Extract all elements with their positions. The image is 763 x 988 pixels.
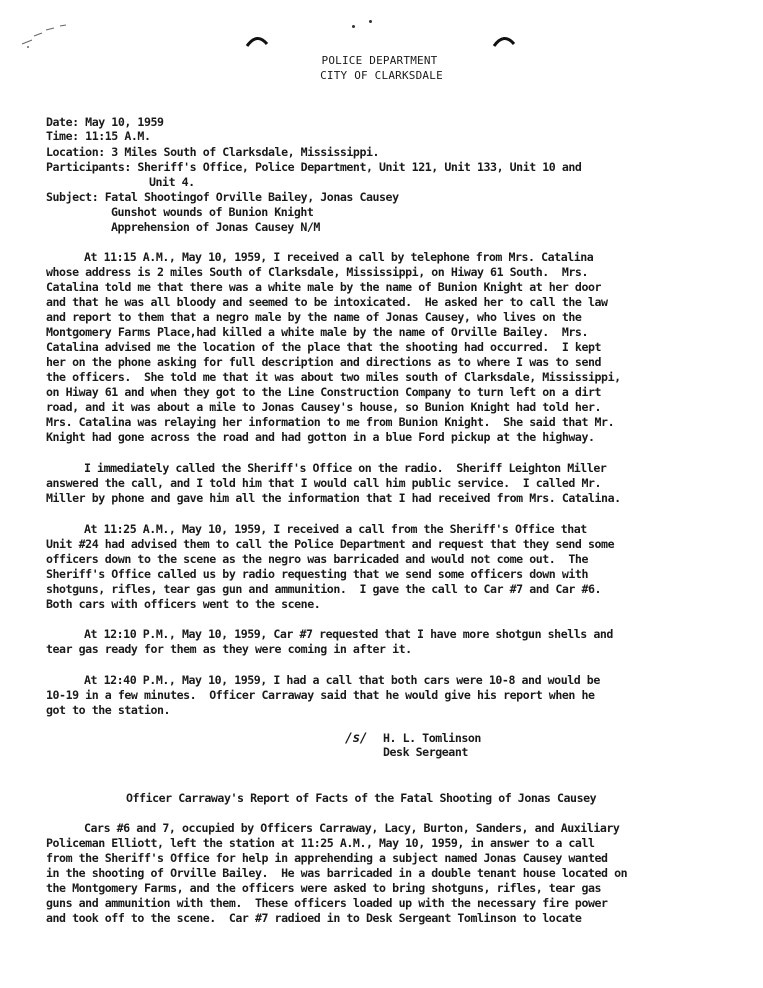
paragraph-1-line: Montgomery Farms Place,had killed a white male by the name of Orville Bailey. Mrs. bbox=[46, 325, 588, 339]
paragraph-6-line: and took off to the scene. Car #7 radioed in to Desk Sergeant Tomlinson to locate bbox=[46, 911, 582, 925]
paragraph-1-line: the officers. She told me that it was about two miles south of Clarksdale, Mississippi, bbox=[46, 370, 621, 384]
paragraph-2-line: answered the call, and I told him that I would call him public service. I called Mr. bbox=[46, 476, 602, 490]
report-participants-cont: Unit 4. bbox=[149, 175, 195, 189]
paragraph-1-line: road, and it was about a mile to Jonas Causey's house, so Bunion Knight had told her. bbox=[46, 400, 602, 414]
paragraph-6-line: guns and ammunition with them. These officers loaded up with the necessary fire power bbox=[46, 896, 608, 910]
paragraph-1-line: and that he was all bloody and seemed to be intoxicated. He asked her to call the law bbox=[46, 295, 608, 309]
paragraph-1-line: Mrs. Catalina was relaying her information to me from Bunion Knight. She said that Mr. bbox=[46, 415, 615, 429]
paragraph-1-line: Catalina told me that there was a white male by the name of Bunion Knight at her door bbox=[46, 280, 602, 294]
department-header: POLICE DEPARTMENT bbox=[321, 54, 438, 67]
signature-title: Desk Sergeant bbox=[383, 745, 468, 759]
report-participants: Participants: Sheriff's Office, Police Department, Unit 121, Unit 133, Unit 10 and bbox=[46, 160, 582, 174]
paragraph-3-line: Both cars with officers went to the scene. bbox=[46, 597, 321, 611]
paragraph-2-line: I immediately called the Sheriff's Office on the radio. Sheriff Leighton Miller bbox=[84, 461, 607, 475]
paragraph-1-line: Knight had gone across the road and had gotton in a blue Ford pickup at the highway. bbox=[46, 430, 595, 444]
paragraph-2-line: Miller by phone and gave him all the information that I had received from Mrs. Catalina. bbox=[46, 491, 621, 505]
report-subject-line2: Gunshot wounds of Bunion Knight bbox=[111, 205, 314, 219]
paragraph-4-line: tear gas ready for them as they were coming in after it. bbox=[46, 642, 412, 656]
paragraph-3-line: officers down to the scene as the negro was barricaded and would not come out. The bbox=[46, 552, 588, 566]
report-subject: Subject: Fatal Shootingof Orville Bailey, Jonas Causey bbox=[46, 190, 399, 204]
paragraph-5-line: At 12:40 P.M., May 10, 1959, I had a call that both cars were 10-8 and would be bbox=[84, 673, 600, 687]
paragraph-6-line: from the Sheriff's Office for help in apprehending a subject named Jonas Causey wanted bbox=[46, 851, 608, 865]
paragraph-1-line: Catalina advised me the location of the place that the shooting had occurred. I kept bbox=[46, 340, 602, 354]
paragraph-3-line: At 11:25 A.M., May 10, 1959, I received a call from the Sheriff's Office that bbox=[84, 522, 587, 536]
report-subject-line3: Apprehension of Jonas Causey N/M bbox=[111, 220, 320, 234]
paragraph-5-line: got to the station. bbox=[46, 703, 171, 717]
speck bbox=[369, 20, 372, 23]
paragraph-1-line: on Hiway 61 and when they got to the Line Construction Company to turn left on a dirt bbox=[46, 385, 602, 399]
city-header: CITY OF CLARKSDALE bbox=[320, 69, 443, 82]
paragraph-6-line: in the shooting of Orville Bailey. He was barricaded in a double tenant house located on bbox=[46, 866, 628, 880]
paragraph-6-line: the Montgomery Farms, and the officers were asked to bring shotguns, rifles, tear gas bbox=[46, 881, 602, 895]
signature-mark: /s/ bbox=[345, 731, 368, 746]
paragraph-5-line: 10-19 in a few minutes. Officer Carraway said that he would give his report when he bbox=[46, 688, 595, 702]
paragraph-1-line: her on the phone asking for full description and directions as to where I was to send bbox=[46, 355, 602, 369]
paragraph-4-line: At 12:10 P.M., May 10, 1959, Car #7 requested that I have more shotgun shells and bbox=[84, 627, 613, 641]
paragraph-3-line: Sheriff's Office called us by radio requesting that we send some officers down with bbox=[46, 567, 588, 581]
paragraph-3-line: shotguns, rifles, tear gas gun and ammunition. I gave the call to Car #7 and Car #6. bbox=[46, 582, 602, 596]
paragraph-6-line: Cars #6 and 7, occupied by Officers Carraway, Lacy, Burton, Sanders, and Auxiliary bbox=[84, 821, 620, 835]
paragraph-6-line: Policeman Elliott, left the station at 11:25 A.M., May 10, 1959, in answer to a call bbox=[46, 836, 595, 850]
paragraph-1-line: and report to them that a negro male by the name of Jonas Causey, who lives on the bbox=[46, 310, 582, 324]
report-location: Location: 3 Miles South of Clarksdale, Mississippi. bbox=[46, 145, 380, 159]
paragraph-3-line: Unit #24 had advised them to call the Police Department and request that they send some bbox=[46, 537, 615, 551]
binder-hole-mark-right bbox=[492, 34, 516, 48]
report-time: Time: 11:15 A.M. bbox=[46, 129, 151, 143]
binder-hole-mark-left bbox=[245, 34, 269, 48]
paragraph-1-line: At 11:15 A.M., May 10, 1959, I received a call by telephone from Mrs. Catalina bbox=[84, 250, 594, 264]
scan-smudge bbox=[20, 22, 70, 50]
speck bbox=[352, 25, 355, 28]
signature-name: H. L. Tomlinson bbox=[383, 731, 481, 745]
paragraph-1-line: whose address is 2 miles South of Clarksdale, Mississippi, on Hiway 61 South. Mrs. bbox=[46, 265, 588, 279]
section-title: Officer Carraway's Report of Facts of the Fatal Shooting of Jonas Causey bbox=[126, 791, 597, 805]
report-date: Date: May 10, 1959 bbox=[46, 115, 164, 129]
